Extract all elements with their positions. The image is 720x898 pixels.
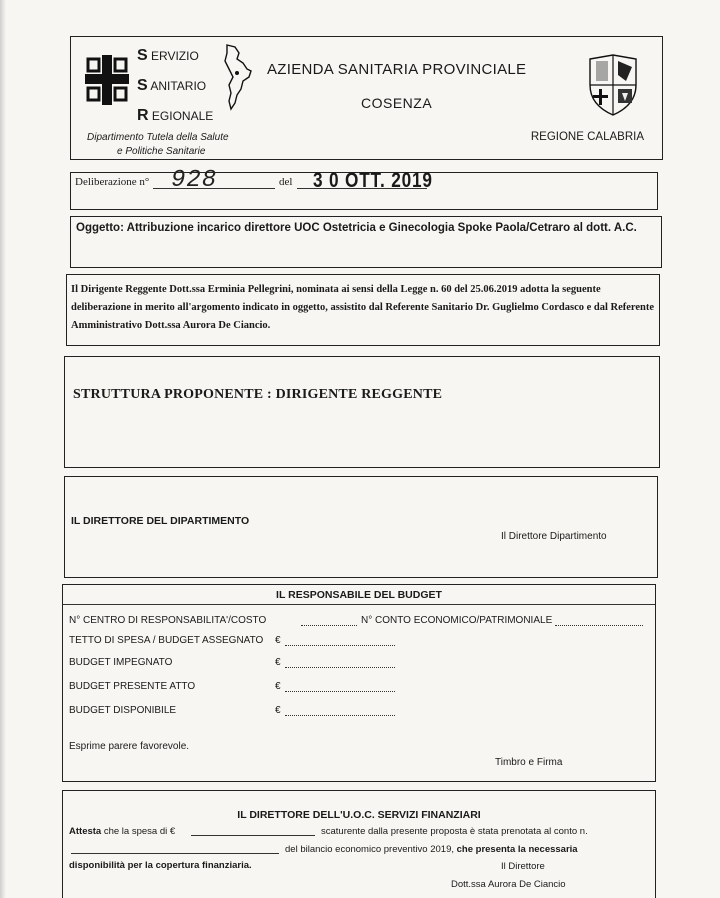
scaturente-text: scaturente dalla presente proposta è stata prenotata al conto n. xyxy=(321,826,588,837)
timbro-firma: Timbro e Firma xyxy=(495,757,563,768)
impegnato-currency: € xyxy=(275,657,281,668)
azienda-city: COSENZA xyxy=(361,95,433,111)
conto-label: N° CONTO ECONOMICO/PATRIMONIALE xyxy=(361,615,553,626)
budget-title: IL RESPONSABILE DEL BUDGET xyxy=(276,589,442,601)
department-label xyxy=(87,131,229,159)
servizi-finanziari-box xyxy=(62,790,656,898)
dirigente-box xyxy=(66,274,660,346)
ssr-wordmark xyxy=(137,41,213,131)
impegnato-label: BUDGET IMPEGNATO xyxy=(69,657,173,668)
bilancio-text: del bilancio economico preventivo 2019, xyxy=(285,844,454,855)
disponibile-label: BUDGET DISPONIBILE xyxy=(69,705,177,716)
tetto-field xyxy=(285,645,395,646)
ssr-line-1: S ERVIZIO xyxy=(137,47,199,64)
necessaria-text: che presenta la necessaria xyxy=(456,844,578,855)
presente-atto-label: BUDGET PRESENTE ATTO xyxy=(69,681,196,692)
dipartimento-title: IL DIRETTORE DEL DIPARTIMENTO xyxy=(71,515,250,527)
date-stamp: 3 0 OTT. 2019 xyxy=(313,169,433,192)
finanziari-line-2 xyxy=(285,843,578,856)
centro-field xyxy=(301,625,357,626)
esprime-parere: Esprime parere favorevole. xyxy=(69,741,190,752)
spesa-field xyxy=(191,835,315,836)
dipartimento-box xyxy=(64,476,658,578)
attesta-word: Attesta xyxy=(69,826,102,837)
finanziari-line-1 xyxy=(69,825,175,838)
disponibile-currency: € xyxy=(275,705,281,716)
department-line-1: Dipartimento Tutela della Salute xyxy=(87,132,229,143)
spesa-label: che la spesa di € xyxy=(103,826,176,837)
finanziari-title: IL DIRETTORE DELL'U.O.C. SERVIZI FINANZIARI xyxy=(237,809,481,821)
finanziari-director-label: Il Direttore xyxy=(501,861,545,872)
ssr-line-2: S ANITARIO xyxy=(137,77,207,94)
regione-label: REGIONE CALABRIA xyxy=(530,131,644,143)
page-edge xyxy=(0,0,6,898)
presente-atto-currency: € xyxy=(275,681,281,692)
oggetto-box xyxy=(70,216,662,268)
struttura-box xyxy=(64,356,660,468)
oggetto-text: Oggetto: Attribuzione incarico direttore UOC Ostetricia e Ginecologia Spoke Paola/Cetraro al dott. A.C. xyxy=(76,222,637,234)
tetto-currency: € xyxy=(275,635,281,646)
presente-atto-field xyxy=(285,691,395,692)
deliberazione-number: 928 xyxy=(171,167,218,194)
ssr-cross-logo xyxy=(85,55,129,105)
struttura-proponente: STRUTTURA PROPONENTE : DIRIGENTE REGGENTE xyxy=(73,387,443,402)
dirigente-text: Il Dirigente Reggente Dott.ssa Erminia Pellegrini, nominata ai sensi della Legge n. 60 del 25.06.2019 adotta la seguente deliberazione in merito all'argomento indicato in oggetto, assistito dal Referente Sanitario Dr. Guglielmo Cordasco e dal Referente Amministrativo Dott.ssa Aurora De Ciancio. xyxy=(71,284,655,331)
dipartimento-signature-label: Il Direttore Dipartimento xyxy=(501,531,607,542)
calabria-map-icon xyxy=(221,43,257,111)
calabria-coat-of-arms-icon xyxy=(586,53,640,117)
budget-box xyxy=(62,584,656,782)
disponibilita-text: disponibilità per la copertura finanziaria. xyxy=(69,860,252,871)
department-line-2: e Politiche Sanitarie xyxy=(117,146,206,157)
tetto-label: TETTO DI SPESA / BUDGET ASSEGNATO xyxy=(69,635,264,646)
deliberazione-box xyxy=(70,167,658,210)
letterhead xyxy=(70,36,663,160)
disponibile-field xyxy=(285,715,395,716)
ssr-line-3: R EGIONALE xyxy=(137,107,214,124)
impegnato-field xyxy=(285,667,395,668)
del-label: del xyxy=(279,176,293,188)
deliberazione-label: Deliberazione n° xyxy=(75,176,150,188)
finanziari-director-name: Dott.ssa Aurora De Ciancio xyxy=(451,879,566,890)
budget-title-divider xyxy=(63,604,655,605)
conto-numero-field xyxy=(71,853,279,854)
azienda-title: AZIENDA SANITARIA PROVINCIALE xyxy=(267,61,527,78)
centro-label: N° CENTRO DI RESPONSABILITA'/COSTO xyxy=(69,615,267,626)
finanziari-line-3 xyxy=(69,859,252,872)
conto-field xyxy=(555,625,643,626)
